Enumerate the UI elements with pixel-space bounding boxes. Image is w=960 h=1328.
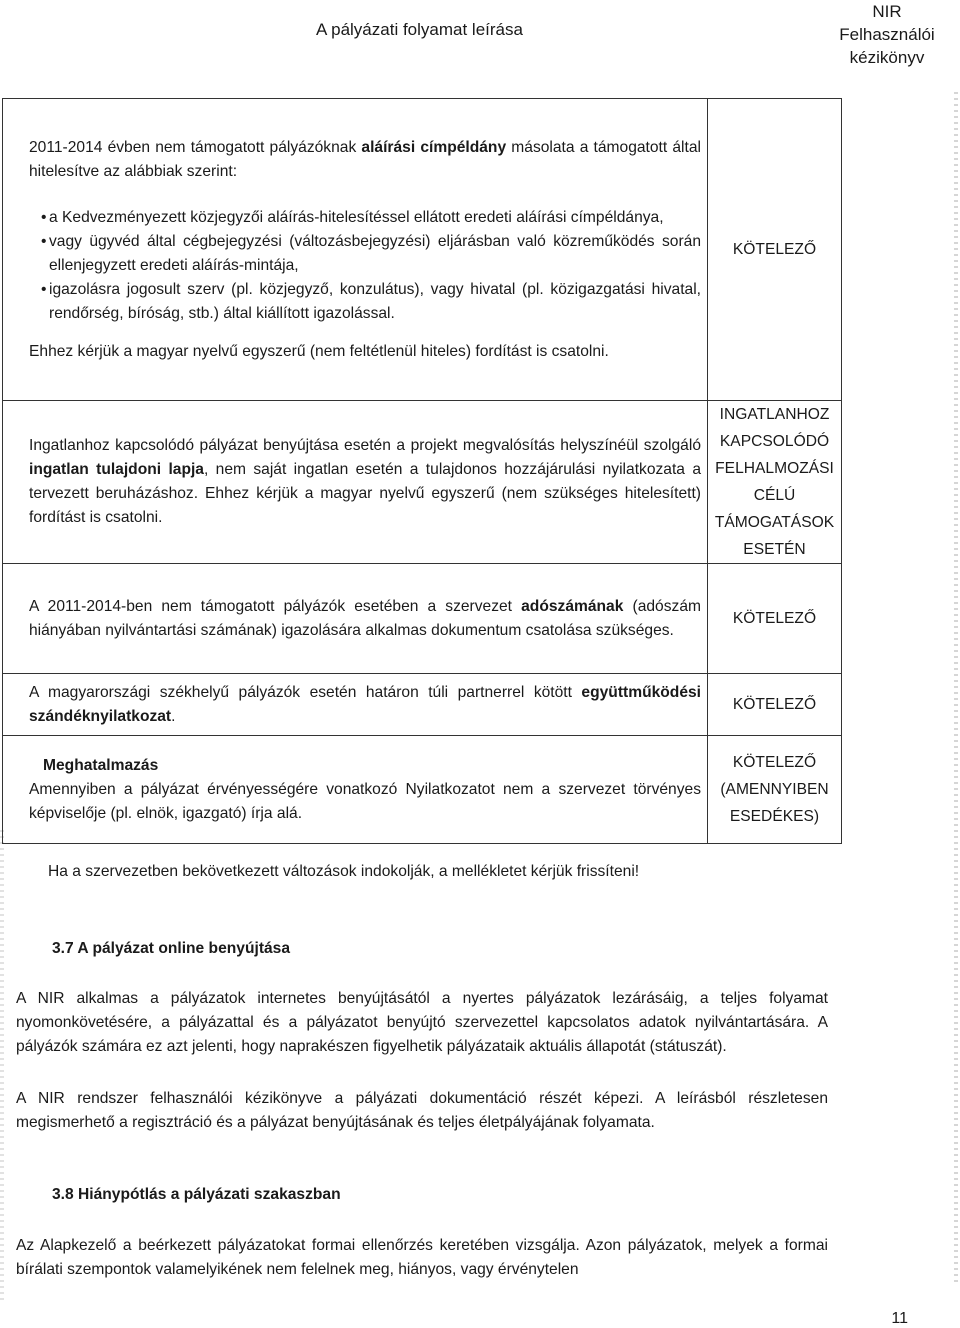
table-row xyxy=(3,736,842,844)
status-label: KÖTELEZŐ xyxy=(732,696,817,713)
list-item-text: igazolásra jogosult szerv (pl. közjegyző, konzulátus), vagy hivatal (pl. közigazgatási hivatal, rendőrség, bíróság, stb.) által kiállított igazolással. xyxy=(49,280,701,322)
status-line: FELHALMOZÁSI xyxy=(715,460,834,477)
header-doc-line-1: NIR xyxy=(872,2,902,21)
page-number: 11 xyxy=(891,1310,908,1327)
intro-text-end: másolata a támogatott által hitelesítve az alábbiak szerint: xyxy=(29,138,701,180)
table-row xyxy=(3,674,842,736)
table-row xyxy=(3,564,842,674)
status-line: TÁMOGATÁSOK xyxy=(714,514,835,531)
row-description xyxy=(3,99,708,401)
description-text-end: . xyxy=(171,707,176,725)
section-heading-3-8: 3.8 Hiánypótlás a pályázati szakaszban xyxy=(52,1186,341,1203)
description-text: A magyarországi székhelyű pályázók esetén határon túli partnerrel kötött xyxy=(29,683,582,701)
row-description xyxy=(3,564,708,674)
header-doc-line-2: Felhasználói xyxy=(839,25,935,44)
intro-text: 2011-2014 évben nem támogatott pályázóknak xyxy=(29,138,362,156)
description-text: A 2011-2014-ben nem támogatott pályázók esetében a szervezet xyxy=(29,597,522,615)
right-margin-dotted-line xyxy=(954,92,958,1282)
status-cell xyxy=(708,674,842,736)
status-line: ESETÉN xyxy=(743,541,806,558)
authorization-heading: Meghatalmazás xyxy=(43,756,159,774)
status-line: (AMENNYIBEN xyxy=(720,781,829,798)
attachments-table xyxy=(2,98,842,844)
section-3-8-paragraph-1: Az Alapkezelő a beérkezett pályázatokat formai ellenőrzés keretében vizsgálja. Azon pályázatok, melyek a formai bírálati szempontok valamelyikének nem felelnek meg, hiányos, vagy érvénytelen xyxy=(16,1237,828,1278)
status-label: KÖTELEZŐ xyxy=(732,610,817,627)
running-header-title: A pályázati folyamat leírása xyxy=(316,20,523,39)
description-text: Ingatlanhoz kapcsolódó pályázat benyújtása esetén a projekt megvalósítás helyszínéül szolgáló xyxy=(29,437,701,454)
row-description xyxy=(3,401,708,564)
update-note: Ha a szervezetben bekövetkezett változások indokolják, a mellékletet kérjük frissíteni! xyxy=(48,863,640,880)
row-description xyxy=(3,736,708,844)
description-text: Amennyiben a pályázat érvényességére vonatkozó Nyilatkozatot nem a szervezet törvényes képviselője (pl. elnök, igazgató) írja alá. xyxy=(29,780,701,822)
status-cell xyxy=(708,736,842,844)
header-doc-line-3: kézikönyv xyxy=(849,48,925,67)
intro-emphasis: aláírási címpéldány xyxy=(361,138,507,156)
status-line: INGATLANHOZ xyxy=(719,406,830,423)
list-item-text: a Kedvezményezett közjegyzői aláírás-hitelesítéssel ellátott eredeti aláírási címpéldánya, xyxy=(49,208,664,226)
list-item: • igazolásra jogosult szerv (pl. közjegyző, konzulátus), vagy hivatal (pl. közigazgatási hivatal, rendőrség, bíróság, stb.) által kiállított igazolással. xyxy=(41,280,701,322)
status-line: ESEDÉKES) xyxy=(729,808,820,825)
status-cell xyxy=(708,99,842,401)
list-item: • a Kedvezményezett közjegyzői aláírás-hitelesítéssel ellátott eredeti aláírási címpéldánya, xyxy=(41,208,664,226)
list-item-text: vagy ügyvéd által cégbejegyzési (változásbejegyzési) eljárásban való közreműködés során ellenjegyzett eredeti aláírás-mintája, xyxy=(49,232,701,274)
row-description xyxy=(3,674,708,736)
section-3-7-paragraph-2: A NIR rendszer felhasználói kézikönyve a pályázati dokumentáció részét képezi. A leírásból részletesen megismerhető a regisztráció és a pályázat benyújtásának és teljes életpályájának folyamata. xyxy=(16,1090,828,1131)
section-3-7-paragraph-1: A NIR alkalmas a pályázatok internetes benyújtásától a nyertes pályázatok lezárásáig, a teljes folyamat nyomonkövetésére, a pályázattal és a pályázatot benyújtó szervezettel kapcsolatos adatok nyilvántartására. A pályázók számára ez azt jelenti, hogy naprakészen figyelhetik pályázataik aktuális állapotát (státuszát). xyxy=(16,990,828,1055)
section-heading-3-7: 3.7 A pályázat online benyújtása xyxy=(52,940,291,957)
signature-intro xyxy=(29,136,701,184)
description-text-end: (adószám hiányában nyilvántartási számának) igazolására alkalmas dokumentum csatolása szükséges. xyxy=(29,597,701,639)
table-row xyxy=(3,99,842,401)
signature-options-list xyxy=(29,206,701,326)
description-emphasis: adószámának xyxy=(521,597,624,615)
running-header-doc xyxy=(832,0,942,69)
description-text-end: , nem saját ingatlan esetén a tulajdonos hozzájárulási nyilatkozata a tervezett beruházáshoz. Ehhez kérjük a magyar nyelvű egyszerű (nem szükséges hitelesített) fordítást is csatolni. xyxy=(29,461,701,526)
status-cell xyxy=(708,401,842,564)
description-emphasis: együttműködési szándéknyilatkozat xyxy=(29,683,701,725)
left-margin-dotted-line xyxy=(0,830,4,1300)
status-line: KAPCSOLÓDÓ xyxy=(719,433,830,450)
status-line: KÖTELEZŐ xyxy=(732,754,817,771)
status-line: CÉLÚ xyxy=(753,487,796,504)
status-cell xyxy=(708,564,842,674)
list-item: • vagy ügyvéd által cégbejegyzési (változásbejegyzési) eljárásban való közreműködés során ellenjegyzett eredeti aláírás-mintája, xyxy=(41,232,701,274)
description-emphasis: ingatlan tulajdoni lapja xyxy=(29,461,204,478)
table-row xyxy=(3,401,842,564)
translation-note: Ehhez kérjük a magyar nyelvű egyszerű (nem feltétlenül hiteles) fordítást is csatolni. xyxy=(29,342,609,360)
status-label: KÖTELEZŐ xyxy=(732,241,817,258)
